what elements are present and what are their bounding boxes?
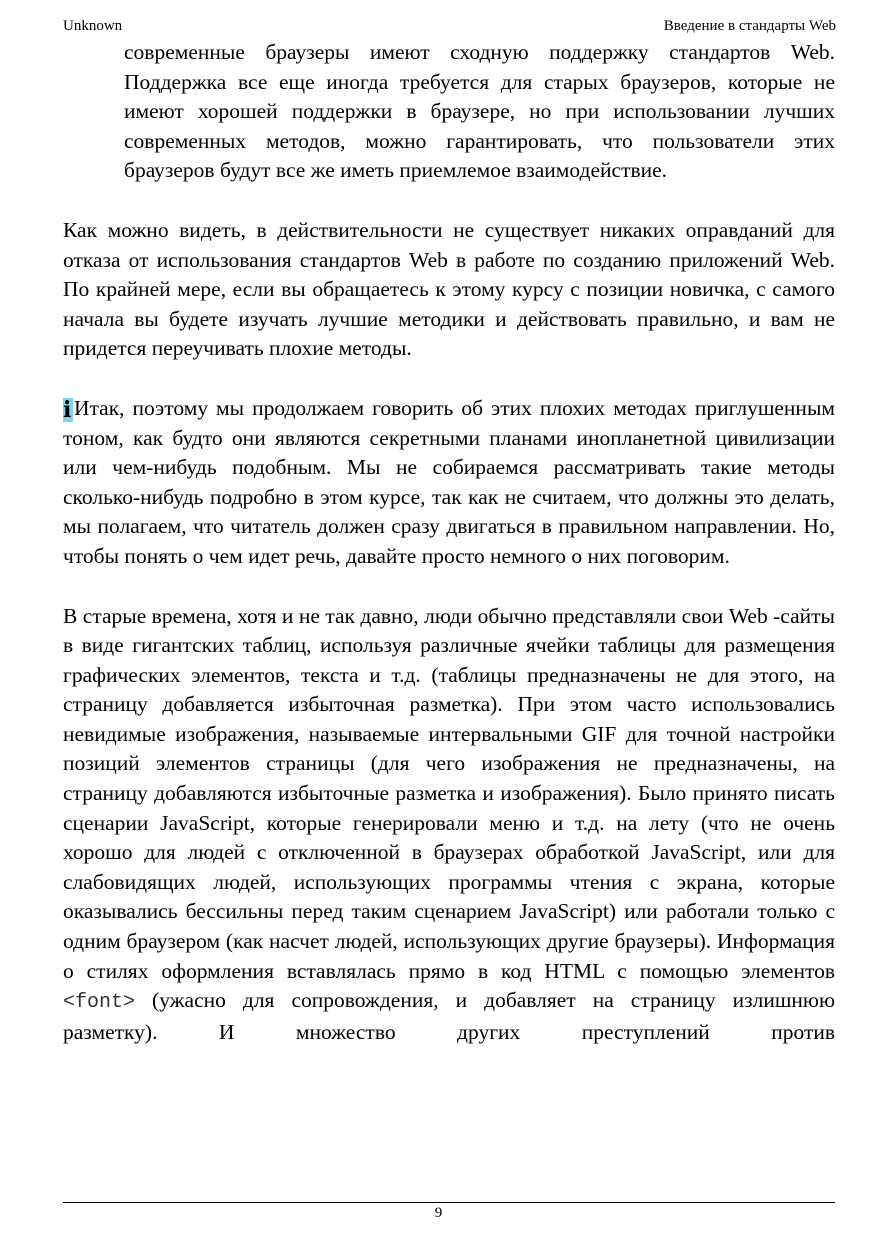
paragraph-note-text: Итак, поэтому мы продолжаем говорить об этих плохих методах приглушенным тоном, как будто они являются секретными планами инопланетной цивилизации или чем-нибудь подобным. Мы не собираемся рассматривать такие методы сколько-нибудь подробно в этом курсе, так как не считаем, что должны это делать, мы полагаем, что читатель должен сразу двигаться в правильном направлении. Но, чтобы понять о чем идет речь, давайте просто немного о них поговорим. <box>63 395 835 568</box>
paragraph: Как можно видеть, в действительности не существует никаких оправданий для отказа от использования стандартов Web в работе по созданию приложений Web. По крайней мере, если вы обращаетесь к этому курсу с позиции новичка, с самого начала вы будете изучать лучшие методики и действовать правильно, и вам не придется переучивать плохие методы. <box>63 217 835 361</box>
paragraph-continuing <box>63 602 835 1048</box>
paragraph-continued: современные браузеры имеют сходную поддержку стандартов Web. Поддержка все еще иногда требуется для старых браузеров, которые не имеют хорошей поддержки в браузере, но при использовании лучших современных методов, можно гарантировать, что пользователи этих браузеров будут все же иметь приемлемое взаимодействие. <box>124 40 835 183</box>
paragraph-text-tail: (ужасно для сопровождения, и добавляет на страницу излишнюю разметку). И множество других преступлений против <box>63 988 836 1044</box>
paragraph-note <box>63 394 835 572</box>
info-note-icon: i <box>63 396 72 423</box>
running-header-left: Unknown <box>63 18 123 34</box>
running-header-right: Введение в стандарты Web <box>663 18 836 34</box>
paragraph-text: В старые времена, хотя и не так давно, люди обычно представляли свои Web -сайты в виде гигантских таблиц, используя различные ячейки таблицы для размещения графических элементов, текста и т.д. (таблицы предназначены не для этого, на страницу добавляется избыточная разметка). При этом часто использовались невидимые изображения, называемые интервальными GIF для точной настройки позиций элементов страницы (для чего изображения не предназначены, на страницу добавляются избыточные разметка и изображения). Было принято писать сценарии JavaScript, которые генерировали меню и т.д. на лету (что не очень хорошо для людей с отключенной в браузерах обработкой JavaScript, или для слабовидящих людей, использующих программы чтения с экрана, которые оказывались бессильны перед таким сценарием JavaScript) или работали только с одним браузером (как насчет людей, использующих другие браузеры). Информация о стилях оформления вставлялась прямо в код HTML с помощью элементов <box>63 603 835 983</box>
inline-code-font: <font> <box>63 991 136 1015</box>
page-body <box>63 38 835 1047</box>
page-number: 9 <box>434 1205 443 1221</box>
footer-divider <box>63 1202 835 1203</box>
